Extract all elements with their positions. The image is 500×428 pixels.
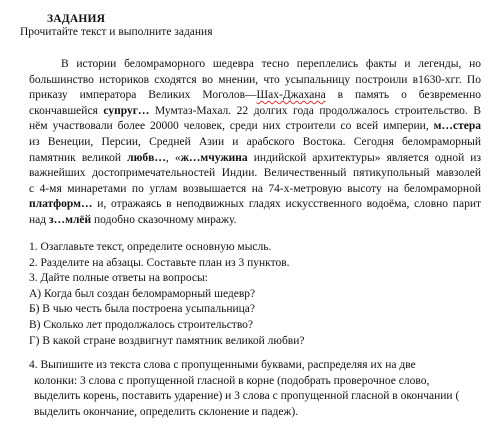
text-segment: Мумтаз-Махал. 22 долгих года продолжалось строительство. В: [149, 104, 482, 117]
text-segment: , «: [165, 151, 181, 164]
gap-word: з…млёй: [49, 213, 92, 226]
reading-text: [29, 57, 481, 229]
text-segment: подобно сказочному миражу.: [91, 213, 237, 226]
assignment-instruction: Прочитайте текст и выполните задания: [20, 26, 213, 38]
text-segment: важнейших достопримечательностей Индии. Величественный пятикупольный мавзолей: [29, 167, 481, 180]
gap-word: супруг…: [103, 104, 150, 117]
text-segment: нём участвовали более 20000 человек, среди них строители со всей империи,: [29, 120, 434, 133]
task-item: 2. Разделите на абзацы. Составьте план из 3 пунктов.: [29, 256, 290, 269]
text-segment: скончавшейся: [29, 104, 104, 117]
task-item: Б) В чью честь была построена усыпальница?: [29, 303, 256, 316]
text-segment: и, отражаясь в неподвижных гладях искусственного водоёма, словно парит: [92, 198, 481, 211]
text-line: [29, 119, 481, 135]
text-segment: над: [29, 213, 49, 226]
gap-word: любв…: [127, 151, 166, 164]
text-line: [29, 57, 481, 73]
text-line: [29, 182, 481, 198]
text-segment: с 4-мя минаретами по углам возвышается на 74-х-метровую высоту на беломраморной: [29, 182, 481, 195]
text-segment: из Венеции, Персии, Средней Азии и арабского Востока. Сегодня беломраморный: [29, 135, 481, 148]
task-4-line: 4. Выпишите из текста слова с пропущенными буквами, распределяя их на две: [29, 359, 416, 371]
text-line: [29, 151, 481, 167]
task-item: 1. Озаглавьте текст, определите основную мысль.: [29, 241, 272, 253]
text-line: [29, 135, 481, 151]
text-line: [29, 104, 481, 120]
task-item: 3. Дайте полные ответы на вопросы:: [29, 272, 208, 285]
text-segment: В истории беломраморного шедевра тесно переплелись факты и легенды, но: [61, 58, 481, 70]
text-line: [29, 73, 481, 89]
task-4-line: выделить окончание, определить склонение и падеж).: [34, 405, 299, 418]
task-item: А) Когда был создан беломраморный шедевр?: [29, 287, 256, 300]
underlined-word: Шах-Джахана: [256, 89, 326, 102]
text-line: [29, 197, 481, 213]
task-4-line: колонки: 3 слова с пропущенной гласной в корне (подобрать проверочное слово,: [34, 374, 430, 387]
text-segment: памятник великой: [29, 151, 128, 164]
text-segment: большинство историков сходятся во мнении, что усыпальницу построили в1630-хгг. По: [29, 73, 481, 86]
text-segment: индийской архитектуры» является одной из: [247, 151, 481, 164]
text-line: [29, 213, 481, 229]
text-segment: приказу императора Великих Моголов—: [29, 89, 257, 102]
assignment-heading: ЗАДАНИЯ: [47, 13, 106, 25]
task-item: Г) В какой стране воздвигнут памятник великой любви?: [29, 334, 305, 347]
task-list: [29, 240, 489, 349]
gap-word: ж…мчужина: [180, 151, 248, 164]
text-line: [29, 88, 481, 104]
task-4: [29, 358, 489, 420]
gap-word: платформ…: [29, 198, 93, 211]
text-segment: в память о безвременно: [325, 89, 481, 102]
gap-word: м…стера: [433, 120, 481, 133]
task-4-line: выделить корень, поставить ударение) и 3 слова с пропущенной гласной в окончании (: [34, 390, 460, 403]
task-item: В) Сколько лет продолжалось строительство?: [29, 318, 254, 331]
text-line: [29, 166, 481, 182]
